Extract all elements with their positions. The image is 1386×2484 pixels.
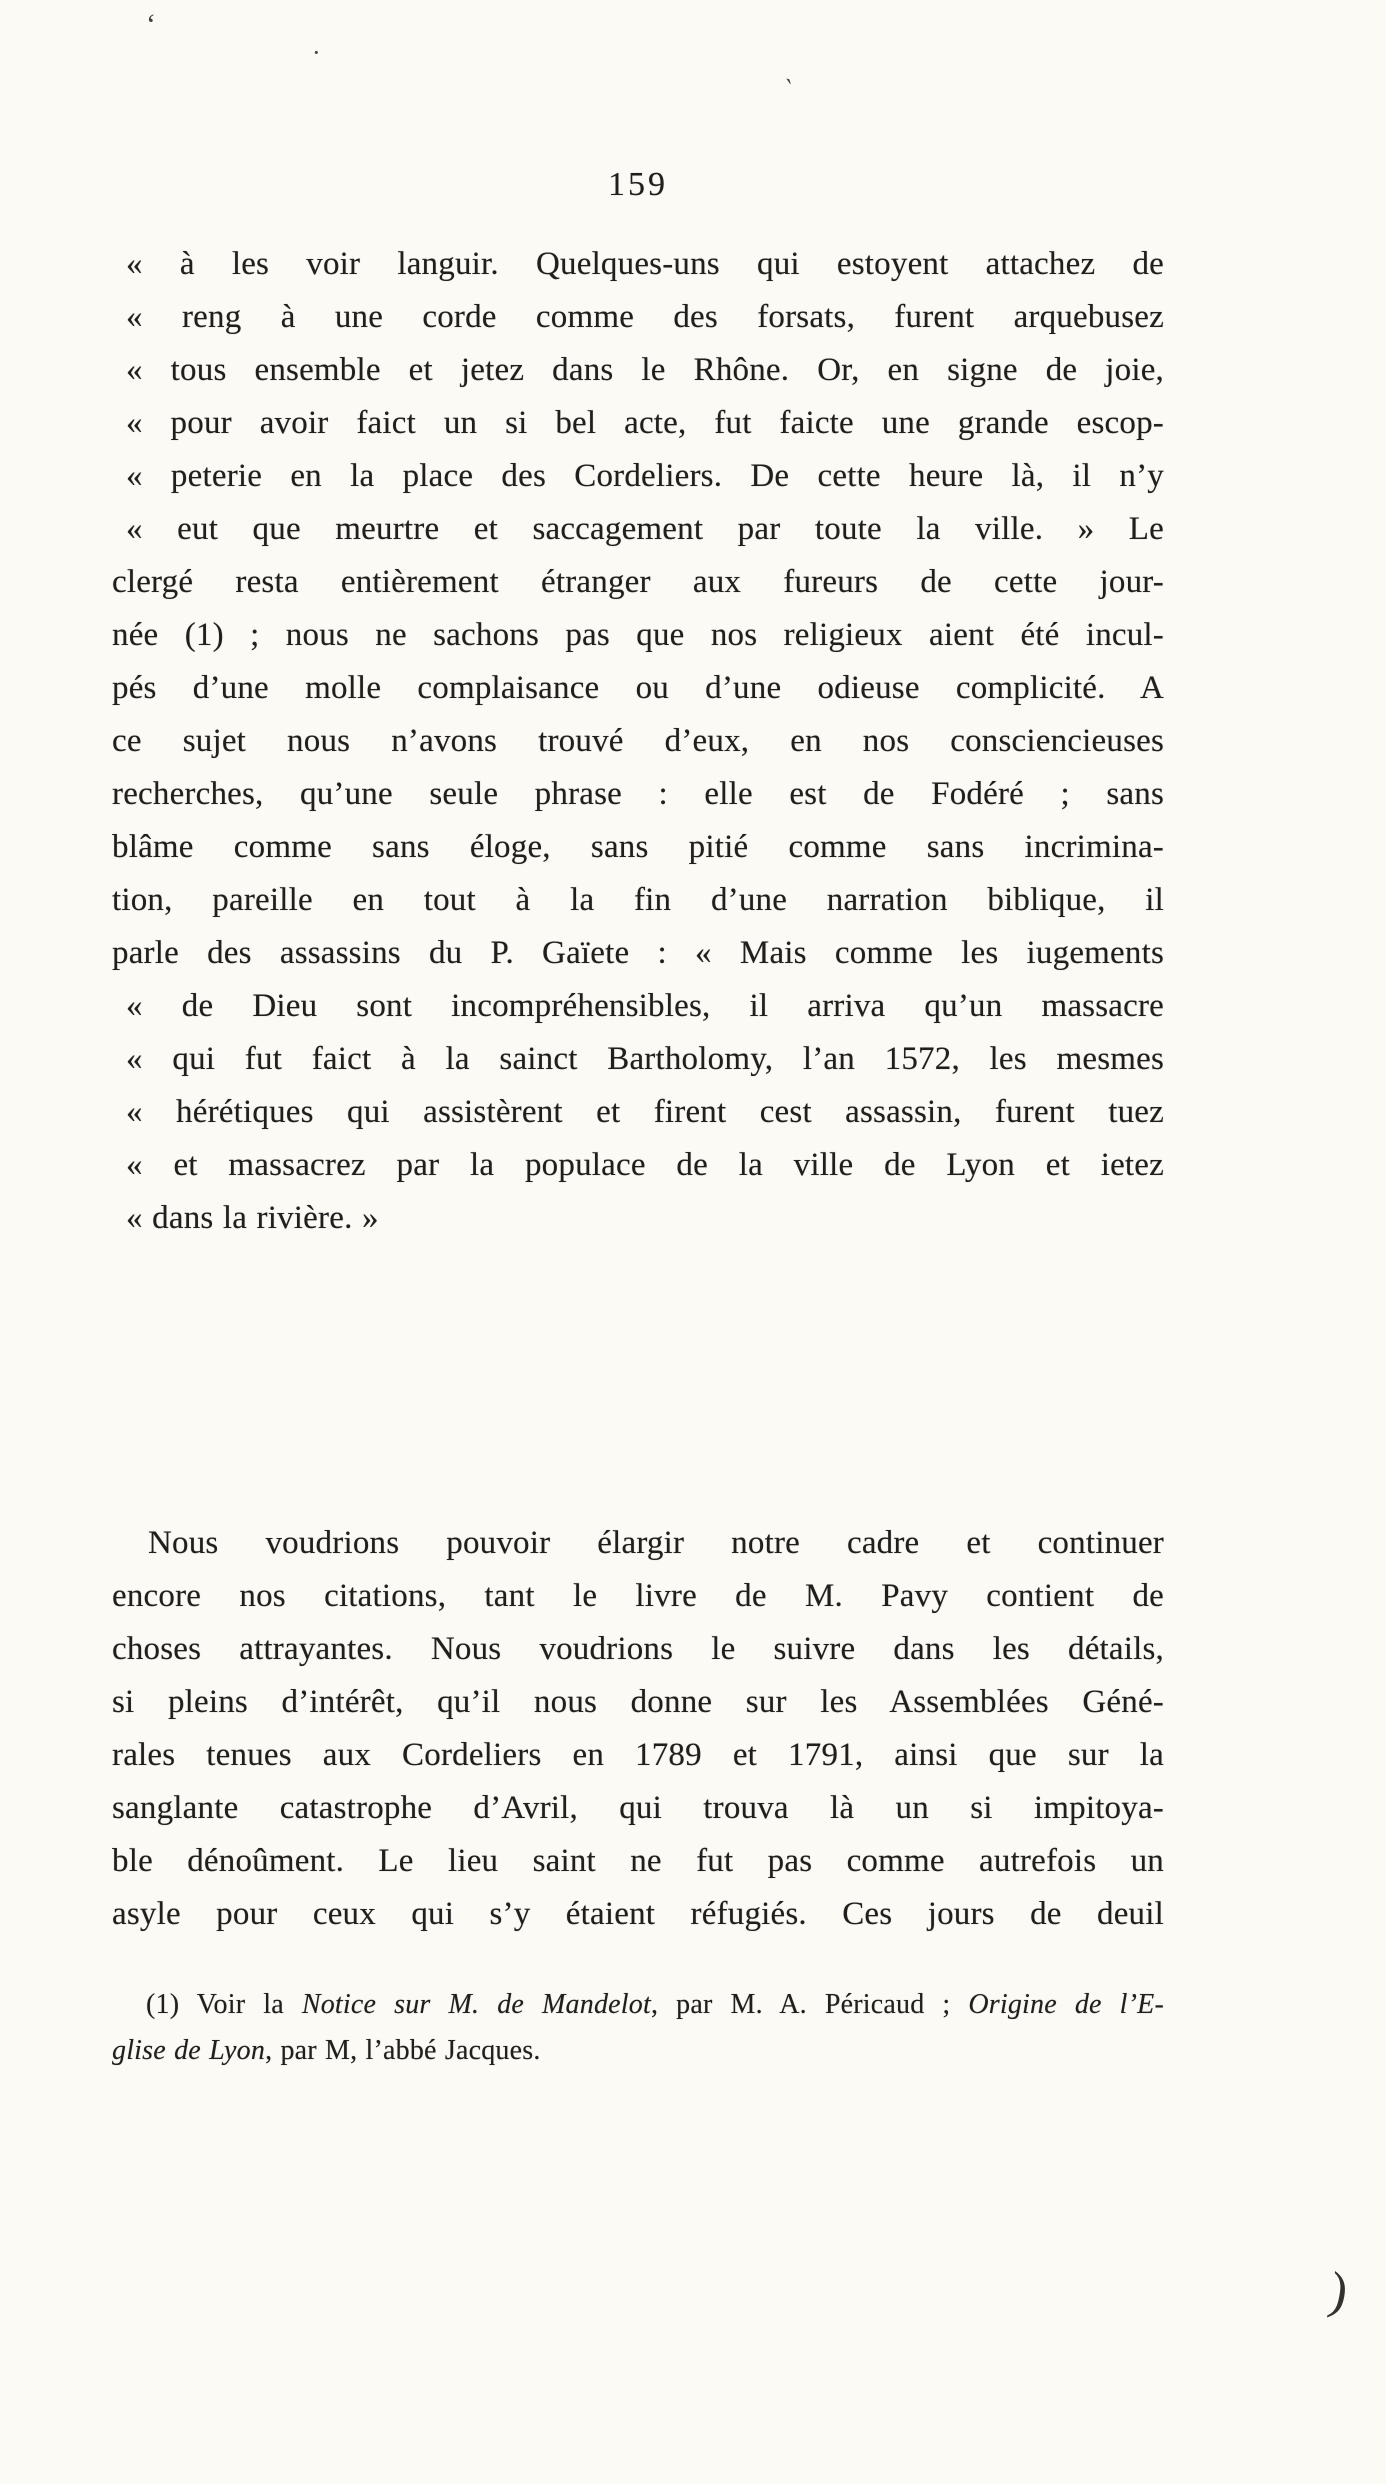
text-line: « reng à une corde comme des forsats, furent arquebusez — [126, 299, 1164, 335]
page-number: 159 — [608, 166, 668, 203]
footnote-line — [112, 1982, 1164, 2028]
text-line: « peterie en la place des Cordeliers. De cette heure là, il n’y — [126, 458, 1164, 494]
plain-text: , par M. A. Péricaud ; — [650, 1989, 969, 2020]
plain-text: (1) Voir la — [146, 1989, 302, 2020]
text-line: choses attrayantes. Nous voudrions le suivre dans les détails, — [112, 1631, 1164, 1667]
italic-text: Origine de l’E- — [968, 1989, 1164, 2020]
footnote — [112, 1982, 1164, 2074]
body-paragraph — [112, 1517, 1164, 1941]
text-line: « pour avoir faict un si bel acte, fut faicte une grande escop- — [126, 405, 1164, 441]
text-line: « eut que meurtre et saccagement par toute la ville. » Le — [126, 511, 1164, 547]
text-line: tion, pareille en tout à la fin d’une narration biblique, il — [112, 882, 1164, 918]
text-line: « qui fut faict à la sainct Bartholomy, l’an 1572, les mesmes — [126, 1041, 1164, 1077]
text-line: blâme comme sans éloge, sans pitié comme sans incrimina- — [112, 829, 1164, 865]
text-line: « dans la rivière. » — [126, 1200, 379, 1236]
italic-text: Notice sur M. de Mandelot — [301, 1989, 651, 2020]
quote-paragraph — [112, 238, 1164, 1245]
text-line: pés d’une molle complaisance ou d’une odieuse complicité. A — [112, 670, 1164, 706]
text-line: « et massacrez par la populace de la ville de Lyon et ietez — [126, 1147, 1164, 1183]
scan-artifact: · — [312, 38, 321, 67]
text-line: parle des assassins du P. Gaïete : « Mais comme les iugements — [112, 935, 1164, 971]
text-line: ce sujet nous n’avons trouvé d’eux, en nos consciencieuses — [112, 723, 1164, 759]
text-line: si pleins d’intérêt, qu’il nous donne sur les Assemblées Géné- — [112, 1684, 1164, 1720]
text-block — [112, 238, 1164, 1941]
text-line: « à les voir languir. Quelques-uns qui estoyent attachez de — [126, 246, 1164, 282]
text-line: clergé resta entièrement étranger aux fureurs de cette jour- — [112, 564, 1164, 600]
text-line: née (1) ; nous ne sachons pas que nos religieux aient été incul- — [112, 617, 1164, 653]
text-line: Nous voudrions pouvoir élargir notre cadre et continuer — [148, 1525, 1164, 1561]
scan-artifact: ) — [1325, 2261, 1353, 2322]
footnote-line — [112, 2028, 1164, 2074]
plain-text: , par M, l’abbé Jacques. — [265, 2035, 541, 2066]
scan-artifact: ` — [777, 73, 796, 104]
scan-artifact: ‘ — [146, 8, 156, 41]
text-line: « de Dieu sont incompréhensibles, il arriva qu’un massacre — [126, 988, 1164, 1024]
text-line: rales tenues aux Cordeliers en 1789 et 1791, ainsi que sur la — [112, 1737, 1164, 1773]
text-line: sanglante catastrophe d’Avril, qui trouva là un si impitoya- — [112, 1790, 1164, 1826]
text-line: recherches, qu’une seule phrase : elle est de Fodéré ; sans — [112, 776, 1164, 812]
text-line: encore nos citations, tant le livre de M. Pavy contient de — [112, 1578, 1164, 1614]
text-line: « hérétiques qui assistèrent et firent cest assassin, furent tuez — [126, 1094, 1164, 1130]
text-line: asyle pour ceux qui s’y étaient réfugiés. Ces jours de deuil — [112, 1896, 1164, 1932]
text-line: ble dénoûment. Le lieu saint ne fut pas comme autrefois un — [112, 1843, 1164, 1879]
italic-text: glise de Lyon — [112, 2035, 266, 2066]
text-line: « tous ensemble et jetez dans le Rhône. Or, en signe de joie, — [126, 352, 1164, 388]
